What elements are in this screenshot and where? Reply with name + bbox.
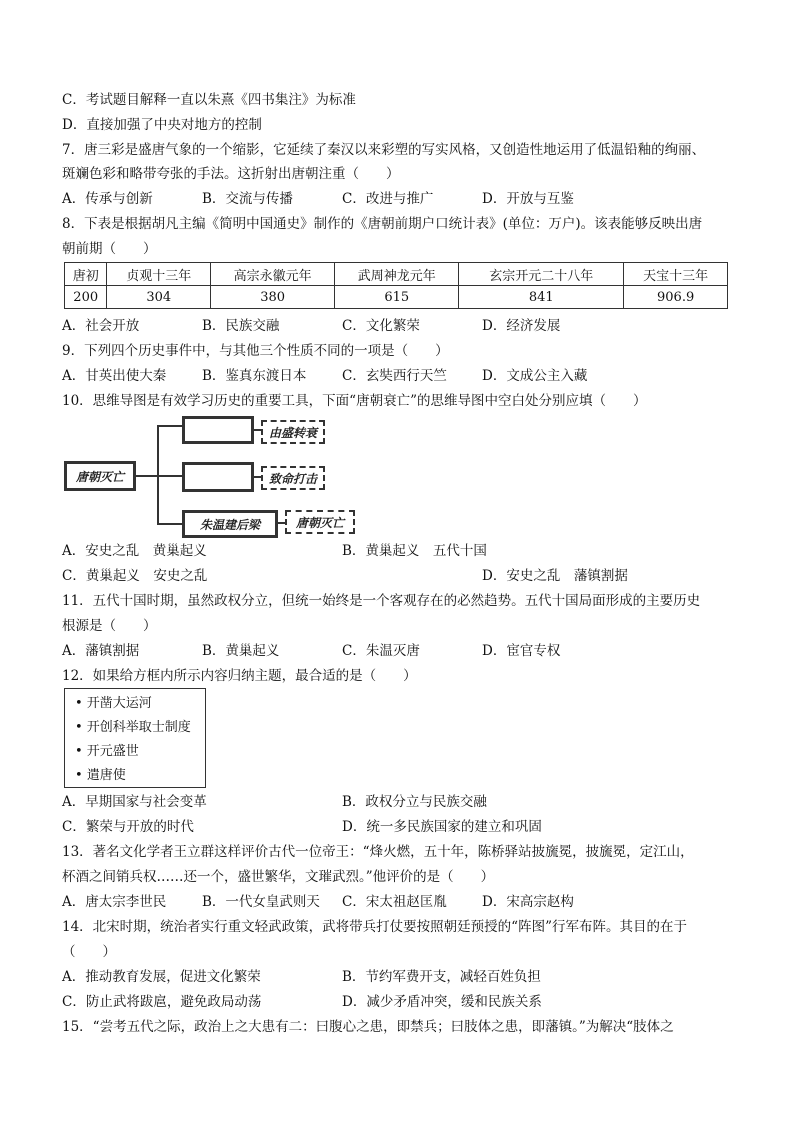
q10-option-d[interactable]: D．安史之乱 藩镇割据 [482,568,628,584]
table-cell: 906.9 [624,286,728,309]
q7-stem-2: 斑斓色彩和略带夸张的手法。这折射出唐朝注重（ ） [62,166,400,182]
q10-options-row1 [62,541,732,561]
q8-option-b[interactable]: B．民族交融 [202,318,280,334]
q13-option-c[interactable]: C．宋太祖赵匡胤 [342,894,447,910]
table-cell: 200 [65,286,107,309]
table-header-row [65,263,728,286]
table-cell: 武周神龙元年 [335,263,459,286]
q12-stem: 12．如果给方框内所示内容归纳主题，最合适的是（ ） [62,668,417,684]
population-table [64,262,728,309]
connector-line [157,523,183,525]
q15-stem: 15．“尝考五代之际，政治上之大患有二：曰腹心之患，即禁兵；曰肢体之患，即藩镇。”为解决“肢体之 [62,1019,674,1035]
q7-option-b[interactable]: B．交流与传播 [202,191,293,207]
q11-option-a[interactable]: A．藩镇割据 [62,643,140,659]
q14-stem-1: 14．北宋时期，统治者实行重文轻武政策，武将带兵打仗要按照朝廷预授的“阵图”行军布阵。其目的在于 [62,919,687,935]
table-cell: 304 [107,286,211,309]
q9-option-d[interactable]: D．文成公主入藏 [482,368,588,384]
q13-options [62,892,732,912]
q7-options [62,189,732,209]
table-cell: 玄宗开元二十八年 [459,263,624,286]
q11-stem-2: 根源是（ ） [62,618,157,634]
q14-options-row2 [62,992,732,1012]
q13-option-d[interactable]: D．宋高宗赵构 [482,894,574,910]
connector-line [157,425,183,427]
table-cell: 380 [211,286,335,309]
table-cell: 841 [459,286,624,309]
q9-option-b[interactable]: B．鉴真东渡日本 [202,368,307,384]
q14-stem-2: （ ） [62,944,116,960]
mind-map-node-fall: 唐朝灭亡 [285,510,355,534]
blank-box-1 [182,416,254,444]
q13-stem-2: 杯酒之间销兵权……还一个，盛世繁华，文璀武烈。”他评价的是（ ） [62,869,495,885]
table-row [65,286,728,309]
q11-option-c[interactable]: C．朱温灭唐 [342,643,420,659]
table-cell: 高宗永徽元年 [211,263,335,286]
q9-option-a[interactable]: A．甘英出使大秦 [62,368,167,384]
q7-option-a[interactable]: A．传承与创新 [62,191,153,207]
theme-item: • 开创科举取士制度 [75,720,191,735]
q10-option-b[interactable]: B．黄巢起义 五代十国 [342,543,487,559]
q14-option-a[interactable]: A．推动教育发展，促进文化繁荣 [62,969,261,985]
mind-map-node-houliang: 朱温建后梁 [182,510,278,538]
mind-map-diagram [64,414,364,534]
q12-option-d[interactable]: D．统一多民族国家的建立和巩固 [342,819,542,835]
table-cell: 贞观十三年 [107,263,211,286]
option-c-line: C．考试题目解释一直以朱熹《四书集注》为标准 [62,92,356,108]
theme-item: • 开凿大运河 [75,696,152,711]
q7-option-c[interactable]: C．改进与推广 [342,191,434,207]
theme-item: • 开元盛世 [75,744,139,759]
q8-option-a[interactable]: A．社会开放 [62,318,140,334]
table-cell: 615 [335,286,459,309]
q9-stem: 9．下列四个历史事件中，与其他三个性质不同的一项是（ ） [62,343,449,359]
connector-line [157,475,183,477]
q10-options-row2 [62,566,732,586]
table-cell: 天宝十三年 [624,263,728,286]
q8-option-c[interactable]: C．文化繁荣 [342,318,420,334]
q11-options [62,641,732,661]
q9-options [62,366,732,386]
q12-option-a[interactable]: A．早期国家与社会变革 [62,794,207,810]
q13-option-b[interactable]: B．一代女皇武则天 [202,894,320,910]
q14-option-c[interactable]: C．防止武将跋扈，避免政局动荡 [62,994,262,1010]
q12-options-row2 [62,817,732,837]
q11-stem-1: 11．五代十国时期，虽然政权分立，但统一始终是一个客观存在的必然趋势。五代十国局面形成的主要历史 [62,593,701,609]
blank-box-2 [182,462,254,492]
q10-option-a[interactable]: A．安史之乱 黄巢起义 [62,543,207,559]
q8-stem-2: 朝前期（ ） [62,241,157,257]
q10-stem: 10．思维导图是有效学习历史的重要工具，下面“唐朝衰亡”的思维导图中空白处分别应填（ ） [62,393,647,409]
q7-option-d[interactable]: D．开放与互鉴 [482,191,574,207]
q11-option-b[interactable]: B．黄巢起义 [202,643,280,659]
mind-map-node-decline: 由盛转衰 [261,420,325,444]
option-d-line: D．直接加强了中央对地方的控制 [62,117,262,133]
q8-stem-1: 8．下表是根据胡凡主编《简明中国通史》制作的《唐朝前期户口统计表》(单位：万户)。该表能够反映出唐 [62,216,703,232]
theme-box [64,688,206,788]
connector-line [136,475,158,477]
mind-map-node-blow: 致命打击 [261,466,325,490]
q14-options-row1 [62,967,732,987]
table-cell: 唐初 [65,263,107,286]
q9-option-c[interactable]: C．玄奘西行天竺 [342,368,447,384]
q8-options [62,316,732,336]
q7-stem-1: 7．唐三彩是盛唐气象的一个缩影，它延续了秦汉以来彩塑的写实风格，又创造性地运用了低温铅釉的绚丽、 [62,142,706,158]
q12-option-c[interactable]: C．繁荣与开放的时代 [62,819,194,835]
mind-map-root: 唐朝灭亡 [64,461,136,491]
q10-option-c[interactable]: C．黄巢起义 安史之乱 [62,568,208,584]
q8-option-d[interactable]: D．经济发展 [482,318,561,334]
q11-option-d[interactable]: D．宦官专权 [482,643,561,659]
theme-item: • 遣唐使 [75,768,126,783]
q14-option-d[interactable]: D．减少矛盾冲突，缓和民族关系 [342,994,542,1010]
q12-options-row1 [62,792,732,812]
q14-option-b[interactable]: B．节约军费开支，减轻百姓负担 [342,969,541,985]
q13-option-a[interactable]: A．唐太宗李世民 [62,894,167,910]
q13-stem-1: 13．著名文化学者王立群这样评价古代一位帝王：“烽火燃，五十年，陈桥驿站披旒冕，披旒冕，定江山， [62,844,694,860]
q12-option-b[interactable]: B．政权分立与民族交融 [342,794,487,810]
